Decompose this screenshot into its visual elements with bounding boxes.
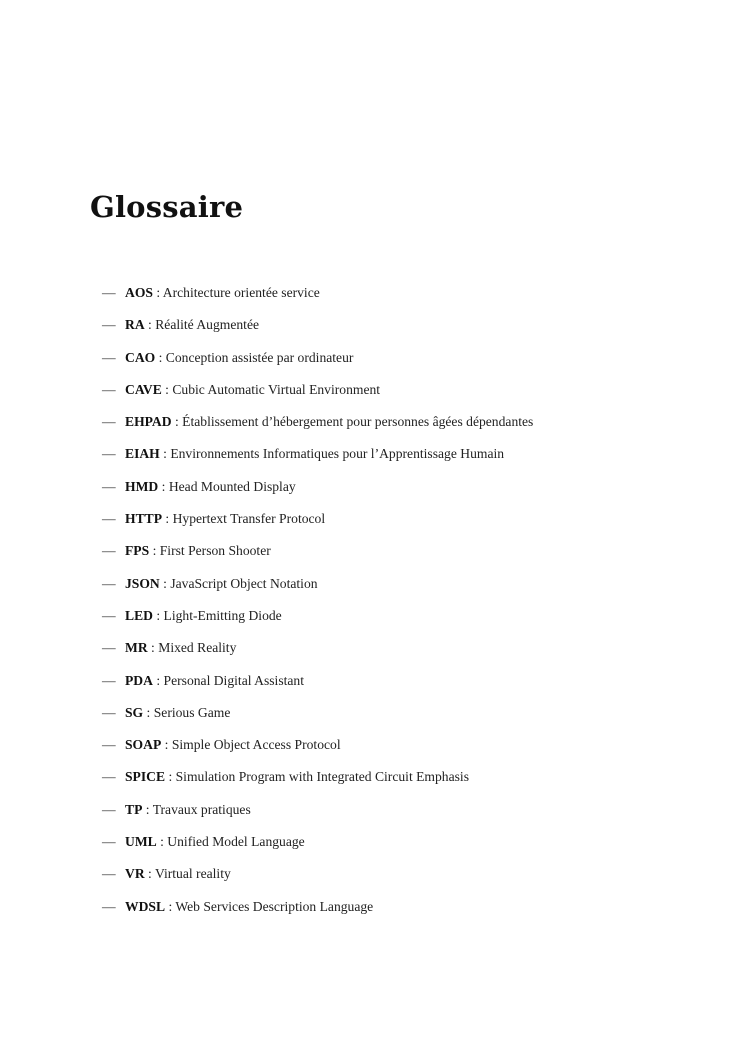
glossary-entry-led — [102, 605, 533, 637]
bullet-dash: — — [102, 511, 116, 527]
glossary-list — [102, 282, 533, 928]
term-separator: : — [143, 704, 154, 720]
glossary-entry-cave — [102, 379, 533, 411]
term-separator: : — [152, 607, 164, 623]
bullet-dash: — — [102, 575, 116, 591]
bullet-dash: — — [102, 317, 116, 333]
glossary-definition: Conception assistée par ordinateur — [165, 349, 354, 365]
term-separator: : — [144, 866, 155, 882]
glossary-entry-hmd — [102, 476, 533, 508]
glossary-definition: Web Services Description Language — [175, 898, 374, 914]
term-separator: : — [155, 349, 166, 365]
glossary-entry-tp — [102, 799, 533, 831]
glossary-term: SG — [125, 704, 144, 720]
glossary-term: EIAH — [125, 446, 160, 462]
bullet-dash: — — [102, 672, 116, 688]
glossary-term: VR — [125, 866, 145, 882]
glossary-entry-spice — [102, 766, 533, 798]
glossary-definition: Mixed Reality — [158, 640, 237, 656]
glossary-definition: Hypertext Transfer Protocol — [172, 511, 326, 527]
bullet-dash: — — [102, 478, 116, 494]
term-separator: : — [156, 834, 168, 850]
glossary-definition: Personal Digital Assistant — [163, 672, 304, 688]
term-separator: : — [144, 317, 156, 333]
glossary-term: SOAP — [125, 737, 162, 753]
glossary-term: SPICE — [125, 769, 166, 785]
bullet-dash: — — [102, 607, 116, 623]
glossary-entry-vr — [102, 863, 533, 895]
glossary-entry-sg — [102, 702, 533, 734]
glossary-definition: Architecture orientée service — [162, 285, 320, 300]
glossary-definition: First Person Shooter — [159, 543, 271, 559]
glossary-term: AOS — [125, 285, 153, 300]
glossary-term: LED — [125, 607, 153, 623]
glossary-term: UML — [125, 834, 157, 850]
glossary-definition: JavaScript Object Notation — [170, 575, 318, 591]
term-separator: : — [149, 543, 160, 559]
term-separator: : — [165, 898, 176, 914]
glossary-term: EHPAD — [125, 414, 172, 430]
term-separator: : — [161, 737, 172, 753]
bullet-dash: — — [102, 414, 116, 430]
term-separator: : — [152, 285, 163, 300]
bullet-dash: — — [102, 381, 116, 397]
glossary-definition: Simulation Program with Integrated Circuit Emphasis — [175, 769, 469, 785]
glossary-term: CAO — [125, 349, 156, 365]
term-separator: : — [159, 575, 171, 591]
glossary-definition: Unified Model Language — [167, 834, 305, 850]
glossary-entry-cao — [102, 347, 533, 379]
page-title: Glossaire — [90, 190, 244, 224]
glossary-term: JSON — [125, 575, 160, 591]
glossary-definition: Réalité Augmentée — [155, 317, 260, 333]
glossary-term: CAVE — [125, 381, 162, 397]
bullet-dash: — — [102, 446, 116, 462]
term-separator: : — [158, 478, 169, 494]
glossary-entry-http — [102, 508, 533, 540]
term-separator: : — [159, 446, 171, 462]
glossary-term: HMD — [125, 478, 159, 494]
glossary-term: FPS — [125, 543, 150, 559]
glossary-definition: Head Mounted Display — [168, 478, 296, 494]
glossary-entry-ehpad — [102, 411, 533, 443]
glossary-definition: Établissement d’hébergement pour personnes âgées dépendantes — [182, 414, 534, 430]
term-separator: : — [161, 381, 173, 397]
glossary-entry-ra — [102, 314, 533, 346]
glossary-term: HTTP — [125, 511, 163, 527]
glossary-term: TP — [125, 801, 143, 817]
glossary-definition: Travaux pratiques — [152, 801, 251, 817]
glossary-definition: Simple Object Access Protocol — [171, 737, 341, 753]
bullet-dash: — — [102, 704, 116, 720]
term-separator: : — [152, 672, 164, 688]
term-separator: : — [147, 640, 159, 656]
glossary-entry-pda — [102, 670, 533, 702]
term-separator: : — [171, 414, 183, 430]
bullet-dash: — — [102, 769, 116, 785]
glossary-entry-json — [102, 573, 533, 605]
glossary-term: RA — [125, 317, 145, 333]
bullet-dash: — — [102, 349, 116, 365]
glossary-entry-uml — [102, 831, 533, 863]
term-separator: : — [165, 769, 176, 785]
glossary-definition: Serious Game — [153, 704, 231, 720]
bullet-dash: — — [102, 640, 116, 656]
bullet-dash: — — [102, 866, 116, 882]
bullet-dash: — — [102, 898, 116, 914]
glossary-definition: Environnements Informatiques pour l’Apprentissage Humain — [170, 446, 505, 462]
glossary-entry-eiah — [102, 443, 533, 475]
bullet-dash: — — [102, 543, 116, 559]
bullet-dash: — — [102, 285, 116, 300]
glossary-entry-wdsl — [102, 896, 533, 928]
glossary-entry-soap — [102, 734, 533, 766]
glossary-definition: Light-Emitting Diode — [163, 607, 282, 623]
glossary-entry-aos — [102, 282, 533, 314]
glossary-term: PDA — [125, 672, 153, 688]
bullet-dash: — — [102, 834, 116, 850]
glossary-entry-mr — [102, 637, 533, 669]
glossary-entry-fps — [102, 540, 533, 572]
glossary-term: WDSL — [125, 898, 166, 914]
term-separator: : — [162, 511, 173, 527]
glossary-definition: Cubic Automatic Virtual Environment — [172, 381, 381, 397]
bullet-dash: — — [102, 737, 116, 753]
glossary-term: MR — [125, 640, 148, 656]
term-separator: : — [142, 801, 153, 817]
glossary-definition: Virtual reality — [154, 866, 231, 882]
bullet-dash: — — [102, 801, 116, 817]
